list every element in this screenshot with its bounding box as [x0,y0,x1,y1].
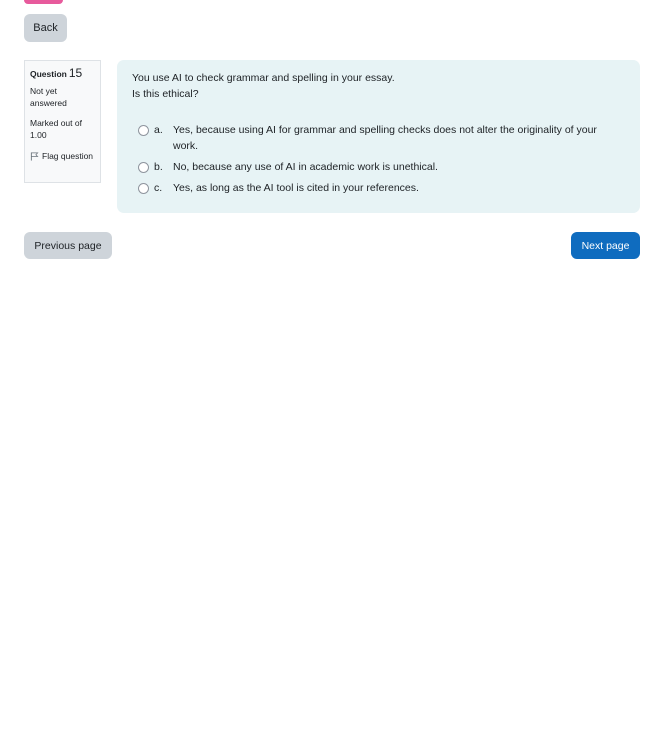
answer-text[interactable]: Yes, because using AI for grammar and spelling checks does not alter the originality of your work. [173,124,597,152]
answer-option-a[interactable] [132,122,625,154]
answer-letter: b. [154,161,163,173]
pink-tab-button[interactable] [24,0,63,4]
back-button[interactable]: Back [24,14,67,42]
question-text-line-2: Is this ethical? [132,88,199,100]
question-info-panel [24,60,101,183]
radio-button-b[interactable] [138,162,149,173]
flag-question-toggle[interactable] [30,150,95,163]
question-grade: Marked out of 1.00 [30,117,82,140]
question-number [30,67,95,81]
question-state: Not yet answered [30,85,67,108]
answer-text[interactable]: Yes, as long as the AI tool is cited in your references. [173,182,419,194]
question-label: Question [30,69,67,79]
answer-text[interactable]: No, because any use of AI in academic work is unethical. [173,161,438,173]
answer-letter: c. [154,182,163,194]
question-number-value: 15 [68,66,83,80]
previous-page-button[interactable]: Previous page [24,232,112,259]
question-text [132,70,625,102]
next-page-button[interactable]: Next page [571,232,640,259]
question-text-line-1: You use AI to check grammar and spelling in your essay. [132,72,395,84]
question-content [117,60,640,213]
flag-icon [30,152,39,161]
radio-button-c[interactable] [138,183,149,194]
answer-option-c[interactable] [132,180,625,196]
answer-letter: a. [154,124,163,136]
answer-list [132,122,625,196]
radio-button-a[interactable] [138,125,149,136]
flag-question-label: Flag question [42,150,94,161]
answer-option-b[interactable] [132,159,625,175]
